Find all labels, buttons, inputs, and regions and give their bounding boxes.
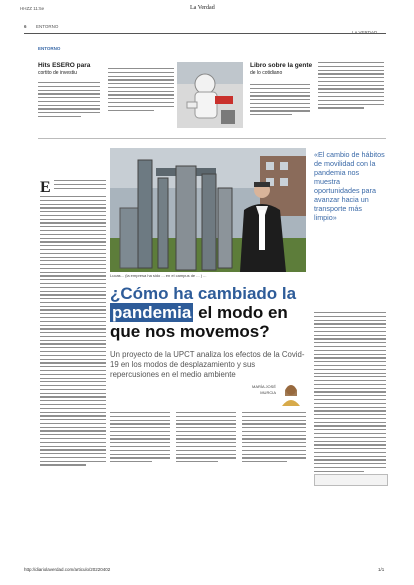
brief2-body <box>108 68 174 113</box>
body-col5 <box>314 312 386 475</box>
headline-line2: el modo en <box>193 303 288 322</box>
headline-line3: que nos movemos? <box>110 322 270 341</box>
kicker: ENTORNO <box>38 46 61 51</box>
brief1-subtitle: cortito de investiu <box>38 70 77 76</box>
pull-quote: «El cambio de hábitos de movilidad con la pandemia nos muestra oportunidades para avanzar hacia un transporte más limpio» <box>314 150 385 222</box>
author-role: MURCIA <box>260 390 276 395</box>
briefs-divider <box>38 138 386 139</box>
body-col1 <box>40 196 106 468</box>
subhead: Un proyecto de la UPCT analiza los efectos de la Covid-19 en los modos de desplazamiento y sus repercusiones en el medio ambiente <box>110 350 305 379</box>
masthead: La Verdad <box>190 5 215 11</box>
print-timestamp: HHZZ 11:5e <box>20 6 45 11</box>
footer-page: 1/1 <box>378 567 385 572</box>
main-photo <box>110 148 306 272</box>
brief3-body-b <box>318 62 384 111</box>
photo-caption: Lucas... (la empresa ha sido ... en el campus de ... ) ... <box>110 273 207 278</box>
headline <box>110 284 310 341</box>
ad-strip <box>314 474 388 486</box>
lead-lines <box>54 180 106 191</box>
drop-cap: E <box>40 179 51 196</box>
brief3-body-a <box>250 84 310 118</box>
page-number: 6 <box>24 24 27 29</box>
brief1-body <box>38 82 100 120</box>
footer-url[interactable]: http://diariolaverdad.com/articulo/20220402 <box>24 567 111 572</box>
body-col3 <box>176 412 236 465</box>
headline-line1: ¿Cómo ha cambiado la <box>110 284 297 303</box>
author-photo <box>280 382 302 406</box>
section-label: ENTORNO <box>36 24 59 29</box>
astronaut-photo <box>177 62 243 128</box>
brief1-title: Hits ESERO para <box>38 62 91 69</box>
brief3-subtitle: de lo cotidiano <box>250 70 283 76</box>
author-name: MARÍA JOSÉ <box>251 384 276 389</box>
body-col2 <box>110 412 170 465</box>
header-rule <box>24 33 386 34</box>
headline-highlight: pandemia <box>112 303 192 322</box>
body-col4 <box>242 412 306 465</box>
brief3-title: Libro sobre la gente <box>250 62 313 69</box>
